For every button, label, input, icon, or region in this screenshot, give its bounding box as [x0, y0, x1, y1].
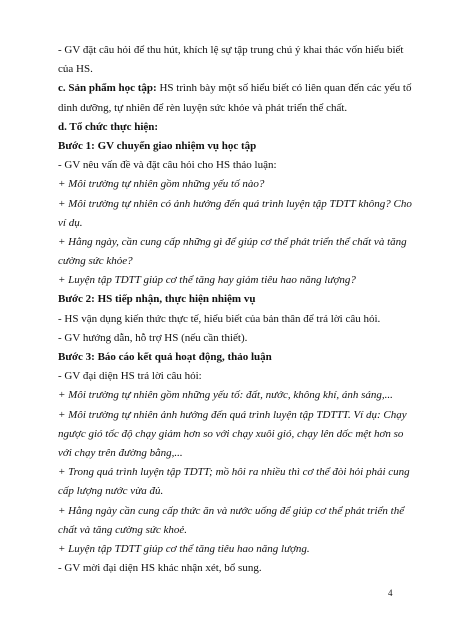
question-line: + Hằng ngày, cần cung cấp những gì để giúp cơ thể phát triển thể chất và tăng: [58, 235, 407, 248]
text-line: dinh dưỡng, tự nhiên để rèn luyện sức khỏe và phát triển thể chất.: [58, 101, 348, 114]
step-heading: Bước 3: Báo cáo kết quả hoạt động, thảo luận: [58, 351, 272, 363]
answer-line: + Hằng ngày cần cung cấp thức ăn và nước uống để giúp cơ thể phát triển thể: [58, 504, 405, 517]
document-page: [58, 41, 412, 578]
answer-line: + Môi trường tự nhiên ảnh hưởng đến quá trình luyện tập TDTTT. Ví dụ: Chạy: [58, 408, 407, 421]
page-number: 4: [388, 588, 393, 598]
step-heading: Bước 2: HS tiếp nhận, thực hiện nhiệm vụ: [58, 293, 256, 306]
answer-line: + Môi trường tự nhiên gồm những yếu tố: đất, nước, không khí, ánh sáng,...: [58, 389, 393, 402]
answer-line: chất và tăng cường sức khoẻ.: [58, 523, 188, 536]
answer-line: + Trong quá trình luyện tập TDTT; mồ hôi ra nhiều thì cơ thể đòi hỏi phải cung: [58, 466, 410, 479]
text-line: - GV nêu vấn đề và đặt câu hỏi cho HS thảo luận:: [58, 159, 277, 172]
text-line: - GV mời đại diện HS khác nhận xét, bổ sung.: [58, 562, 262, 575]
question-line: cường sức khỏe?: [58, 255, 133, 268]
text-line: - GV đặt câu hỏi để thu hút, khích lệ sự tập trung chú ý khai thác vốn hiểu biết: [58, 44, 404, 56]
question-line: + Luyện tập TDTT giúp cơ thể tăng hay giảm tiêu hao năng lượng?: [58, 274, 356, 287]
section-heading: d. Tổ chức thực hiện:: [58, 120, 159, 133]
question-line: ví dụ.: [58, 216, 83, 229]
text-line: - GV đại diện HS trả lời câu hỏi:: [58, 370, 202, 383]
text-line: của HS.: [58, 63, 93, 76]
answer-line: + Luyện tập TDTT giúp cơ thể tăng tiêu hao năng lượng.: [58, 542, 310, 555]
answer-line: với chạy trên đường bằng,...: [58, 446, 183, 459]
section-heading: c. Sản phẩm học tập:: [58, 82, 157, 95]
section-c-line: [58, 79, 412, 98]
answer-line: ngược gió tốc độ chạy giảm hơn so với chạy xuôi gió, chạy lên dốc mệt hơn so: [58, 427, 404, 440]
question-line: + Môi trường tự nhiên gồm những yếu tố nào?: [58, 178, 265, 191]
question-line: + Môi trường tự nhiên có ảnh hưởng đến quá trình luyện tập TDTT không? Cho: [58, 197, 412, 210]
text-line: - HS vận dụng kiến thức thực tế, hiểu biết của bản thân để trả lời câu hỏi.: [58, 312, 381, 325]
text-span: HS trình bày một số hiểu biết có liên quan đến các yếu tố: [156, 82, 412, 95]
step-heading: Bước 1: GV chuyển giao nhiệm vụ học tập: [58, 139, 257, 152]
text-line: - GV hướng dẫn, hỗ trợ HS (nếu cần thiết).: [58, 331, 248, 344]
answer-line: cấp lượng nước vừa đủ.: [58, 485, 164, 498]
